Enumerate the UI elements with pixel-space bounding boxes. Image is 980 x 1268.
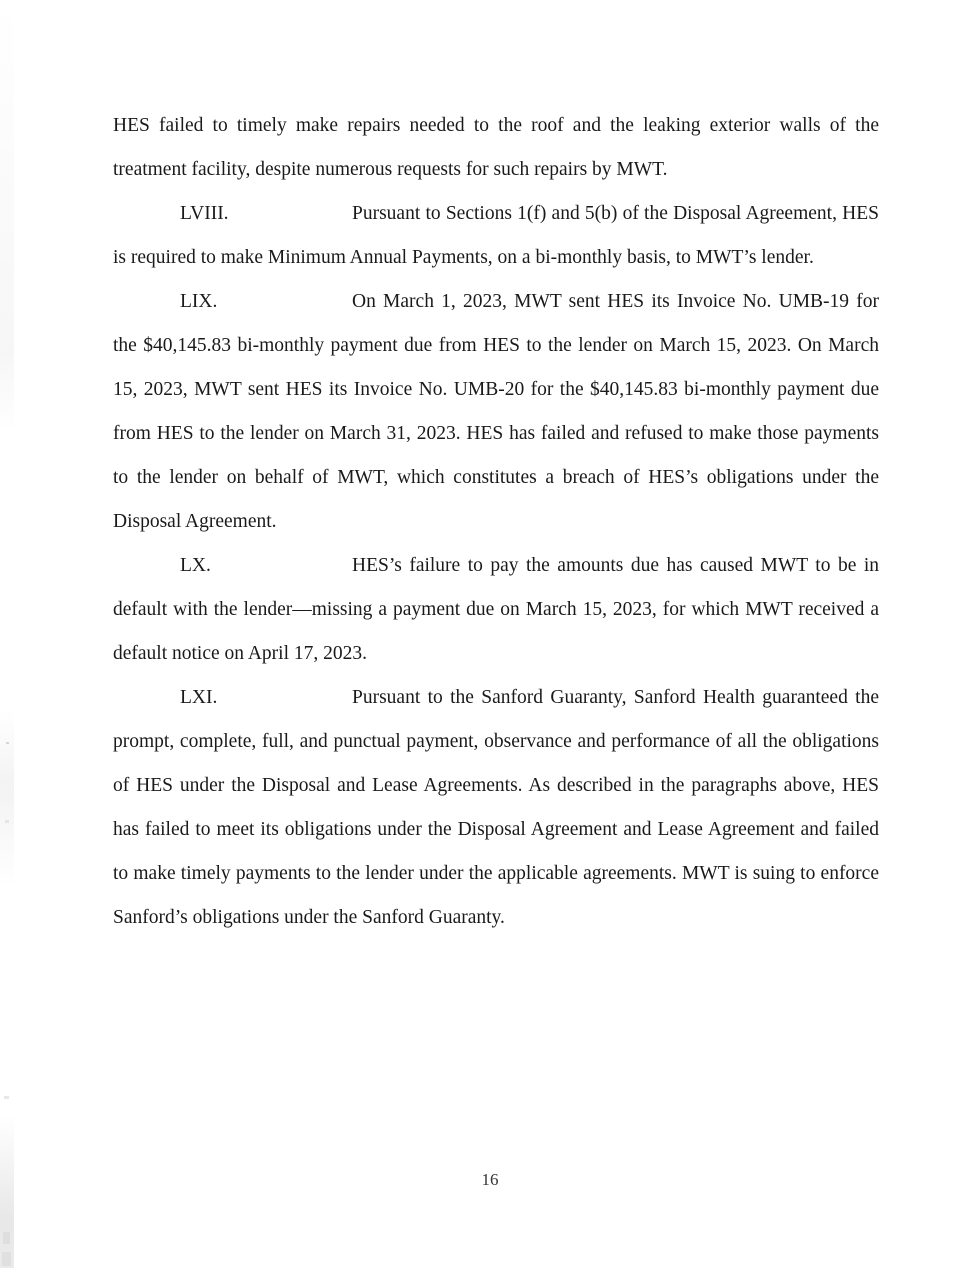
paragraph-lx <box>113 544 879 676</box>
paragraph-text: On March 1, 2023, MWT sent HES its Invoice No. UMB-19 for the $40,145.83 bi-monthly payment due from HES to the lender on March 15, 2023. On March 15, 2023, MWT sent HES its Invoice No. UMB-20 for the $40,145.83 bi-monthly payment due from HES to the lender on March 31, 2023. HES has failed and refused to make those payments to the lender on behalf of MWT, which constitutes a breach of HES’s obligations under the Disposal Agreement. <box>113 291 879 532</box>
paragraph-lxi <box>113 676 879 940</box>
paragraph-numeral: LIX. <box>180 291 218 312</box>
scan-edge-artifact <box>0 0 14 1268</box>
paragraph-continuation <box>113 104 879 192</box>
scan-speck <box>2 1252 11 1266</box>
paragraph-text: HES’s failure to pay the amounts due has caused MWT to be in default with the lender—missing a payment due on March 15, 2023, for which MWT received a default notice on April 17, 2023. <box>113 555 879 664</box>
scan-speck <box>4 1096 9 1099</box>
paragraph-text: HES failed to timely make repairs needed to the roof and the leaking exterior walls of the treatment facility, despite numerous requests for such repairs by MWT. <box>113 115 879 180</box>
document-body <box>113 104 879 940</box>
page-number: 16 <box>481 1170 499 1189</box>
paragraph-text: Pursuant to the Sanford Guaranty, Sanford Health guaranteed the prompt, complete, full, and punctual payment, observance and performance of all the obligations of HES under the Disposal and Lease Agreements. As described in the paragraphs above, HES has failed to meet its obligations under the Disposal Agreement and Lease Agreement and failed to make timely payments to the lender under the applicable agreements. MWT is suing to enforce Sanford’s obligations under the Sanford Guaranty. <box>113 687 879 928</box>
scan-speck <box>6 742 9 744</box>
paragraph-numeral: LVIII. <box>180 203 229 224</box>
paragraph-lix <box>113 280 879 544</box>
scan-speck <box>3 1232 10 1244</box>
paragraph-numeral: LXI. <box>180 687 218 708</box>
paragraph-lviii <box>113 192 879 280</box>
paragraph-numeral: LX. <box>180 555 211 576</box>
scan-speck <box>5 820 9 823</box>
paragraph-text: Pursuant to Sections 1(f) and 5(b) of the Disposal Agreement, HES is required to make Minimum Annual Payments, on a bi-monthly basis, to MWT’s lender. <box>113 203 879 268</box>
